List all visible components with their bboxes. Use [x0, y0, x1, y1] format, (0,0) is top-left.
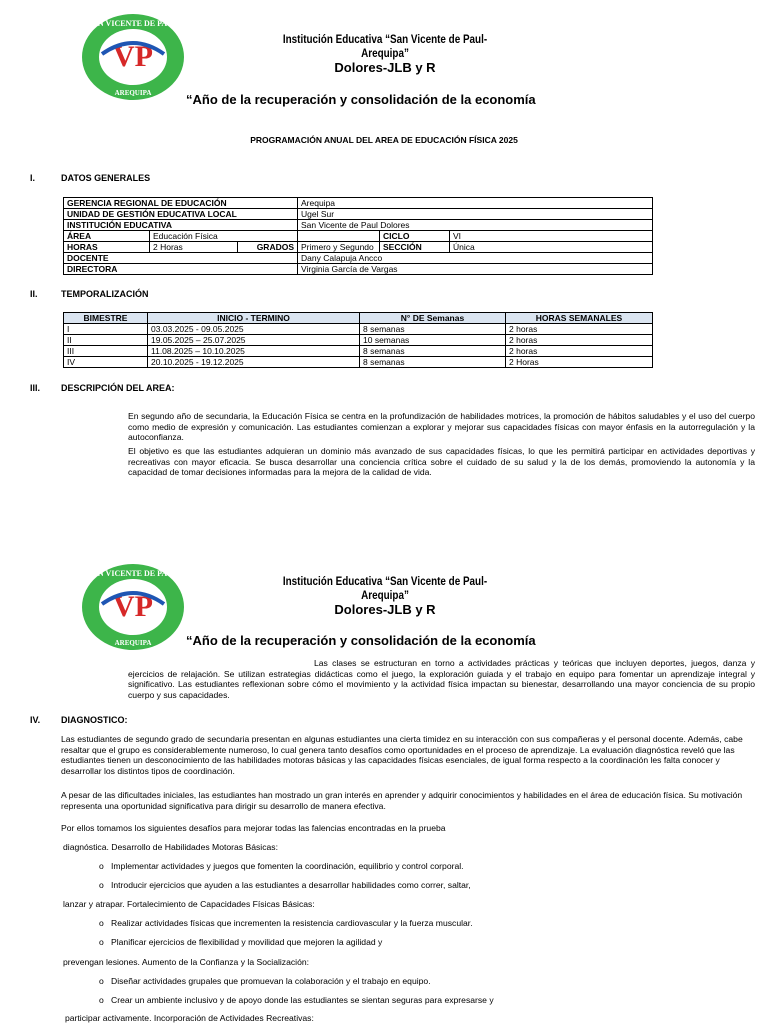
- table-cell: 03.03.2025 - 09.05.2025: [148, 324, 360, 335]
- table-row: [64, 335, 653, 346]
- table-cell: 2 horas: [506, 324, 653, 335]
- list-item: [99, 918, 473, 928]
- column-header: BIMESTRE: [64, 313, 148, 324]
- table-row: [64, 264, 653, 275]
- area-value: Educación Física: [150, 231, 298, 242]
- table-row: [64, 346, 653, 357]
- table-cell: IV: [64, 357, 148, 368]
- description-paragraph-1: En segundo año de secundaria, la Educación Física se centra en la profundización de habilidades motrices, la promoción de hábitos saludables y el uso del cuerpo como medio de expresión y comunicación. Las estudiantes comienzan a explorar y mejorar sus capacidades físicas con mayor énfasis en la autorregulación y la autoconfianza.: [128, 411, 755, 442]
- seccion-value: Única: [450, 242, 653, 253]
- docente-value: Dany Calapuja Ancco: [298, 253, 653, 264]
- table-cell: 8 semanas: [360, 324, 506, 335]
- table-cell: 8 semanas: [360, 357, 506, 368]
- general-data-table: [63, 197, 653, 275]
- list-item: [99, 995, 494, 1005]
- section2-title: TEMPORALIZACIÓN: [61, 289, 149, 299]
- list-item-text: Implementar actividades y juegos que fomenten la coordinación, equilibrio y control corporal.: [111, 861, 464, 871]
- bullet-marker: o: [99, 918, 104, 928]
- list-item: [99, 861, 464, 871]
- horas-label: HORAS: [64, 242, 150, 253]
- diagnostic-line-4: participar activamente. Incorporación de Actividades Recreativas:: [65, 1013, 314, 1023]
- table-cell: 2 horas: [506, 346, 653, 357]
- institution-name-line1: Institución Educativa “San Vicente de Paul-: [282, 576, 488, 588]
- table-row: [64, 253, 653, 264]
- section2-number: II.: [30, 289, 38, 299]
- ciclo-label: CICLO: [380, 231, 450, 242]
- section3-number: III.: [30, 383, 41, 393]
- institution-name-line2: Arequipa”: [361, 48, 409, 60]
- ugel-label: UNIDAD DE GESTIÓN EDUCATIVA LOCAL: [64, 209, 298, 220]
- description-paragraph-3: Las clases se estructuran en torno a actividades prácticas y teóricas que incluyen deportes, juegos, danza y ejercicios de relajación. Se utilizan estrategias didácticas como el juego, la exploración guiada y el trabajo en equipo para fomentar un aprendizaje integral y significativo. Las estudiantes reflexionan sobre cómo el movimiento y la actividad física impactan su bienestar, desarrollando una mayor conciencia de su propio cuerpo y sus capacidades.: [128, 658, 755, 700]
- institucion-value: San Vicente de Paul Dolores: [298, 220, 653, 231]
- table-row: [64, 357, 653, 368]
- docente-label: DOCENTE: [64, 253, 298, 264]
- grados-value: Primero y Segundo: [298, 242, 380, 253]
- table-cell: III: [64, 346, 148, 357]
- school-logo: [80, 562, 186, 652]
- table-row: [64, 220, 653, 231]
- logo-text-top: SAN VICENTE DE PAUL: [87, 569, 179, 578]
- section3-title: DESCRIPCIÓN DEL AREA:: [61, 383, 175, 393]
- bullet-marker: o: [99, 995, 104, 1005]
- table-cell: 20.10.2025 - 19.12.2025: [148, 357, 360, 368]
- area-label: ÁREA: [64, 231, 150, 242]
- school-logo: [80, 12, 186, 102]
- table-row: [64, 242, 653, 253]
- logo-text-bottom: AREQUIPA: [114, 639, 152, 647]
- bullet-marker: o: [99, 937, 104, 947]
- logo-monogram: VP: [113, 590, 153, 623]
- column-header: HORAS SEMANALES: [506, 313, 653, 324]
- temporalization-table: [63, 312, 653, 368]
- ciclo-value: VI: [450, 231, 653, 242]
- column-header: INICIO - TERMINO: [148, 313, 360, 324]
- logo-monogram: VP: [113, 40, 153, 73]
- bullet-marker: o: [99, 861, 104, 871]
- table-cell: 10 semanas: [360, 335, 506, 346]
- table-cell: 19.05.2025 – 25.07.2025: [148, 335, 360, 346]
- table-cell: 2 horas: [506, 335, 653, 346]
- table-row: [64, 209, 653, 220]
- list-item-text: Diseñar actividades grupales que promuevan la colaboración y el trabajo en equipo.: [111, 976, 431, 986]
- table-row: [64, 324, 653, 335]
- section4-number: IV.: [30, 715, 41, 725]
- diagnostic-paragraph-1: Las estudiantes de segundo grado de secundaria presentan en algunas estudiantes una cierta timidez en su interacción con sus compañeras y el personal docente. Además, cabe resaltar que el grupo es considerablemente numeroso, lo cual genera tanto desafíos como oportunidades en el proceso de aprendizaje. La evaluación diagnóstica reveló que las estudiantes tienen un desconocimiento de las habilidades motoras básicas y las capacidades físicas esenciales, de igual forma respecto a la coordinación les falta conocer y desarrollar los distintos tipos de coordinación.: [61, 734, 743, 776]
- year-motto: “Año de la recuperación y consolidación de la economía: [186, 633, 536, 648]
- section1-number: I.: [30, 173, 36, 183]
- table-row: [64, 231, 653, 242]
- bullet-marker: o: [99, 880, 104, 890]
- institucion-label: INSTITUCIÓN EDUCATIVA: [64, 220, 298, 231]
- section4-title: DIAGNOSTICO:: [61, 715, 128, 725]
- year-motto: “Año de la recuperación y consolidación de la economía: [186, 92, 536, 107]
- table-row: [64, 198, 653, 209]
- table-cell: II: [64, 335, 148, 346]
- diagnostic-paragraph-3: Por ellos tomamos los siguientes desafíos para mejorar todas las falencias encontradas en la prueba: [61, 823, 446, 833]
- institution-name-line1: Institución Educativa “San Vicente de Paul-: [282, 34, 488, 46]
- dolores-title: Dolores-JLB y R: [334, 602, 436, 617]
- list-item: [99, 937, 382, 947]
- logo-text-top: SAN VICENTE DE PAUL: [87, 19, 179, 28]
- diagnostic-line-1: diagnóstica. Desarrollo de Habilidades Motoras Básicas:: [63, 842, 278, 852]
- list-item-text: Crear un ambiente inclusivo y de apoyo donde las estudiantes se sientan seguras para expresarse y: [111, 995, 494, 1005]
- table-cell: 8 semanas: [360, 346, 506, 357]
- gerencia-label: GERENCIA REGIONAL DE EDUCACIÓN: [64, 198, 298, 209]
- program-title: PROGRAMACIÓN ANUAL DEL AREA DE EDUCACIÓN FÍSICA 2025: [250, 135, 518, 145]
- diagnostic-line-3: prevengan lesiones. Aumento de la Confianza y la Socialización:: [63, 957, 310, 967]
- table-header-row: [64, 313, 653, 324]
- list-item-text: Planificar ejercicios de flexibilidad y movilidad que mejoren la agilidad y: [111, 937, 383, 947]
- column-header: N° DE Semanas: [360, 313, 506, 324]
- directora-label: DIRECTORA: [64, 264, 298, 275]
- directora-value: Virginia García de Vargas: [298, 264, 653, 275]
- bullet-marker: o: [99, 976, 104, 986]
- list-item: [99, 880, 471, 890]
- table-cell: 11.08.2025 – 10.10.2025: [148, 346, 360, 357]
- seccion-label: SECCIÓN: [380, 242, 450, 253]
- horas-value: 2 Horas: [150, 242, 238, 253]
- list-item-text: Introducir ejercicios que ayuden a las estudiantes a desarrollar habilidades como correr, saltar,: [111, 880, 471, 890]
- description-paragraph-2: El objetivo es que las estudiantes adquieran un dominio más avanzado de sus capacidades físicas, lo que les permitirá participar en actividades deportivas y recreativas con mayor eficacia. Se busca desarrollar una conciencia crítica sobre el cuidado de su salud y la de los demás, promoviendo la autonomía y la capacidad de tomar decisiones informadas para la mejora de la calidad de vida.: [128, 446, 755, 477]
- dolores-title: Dolores-JLB y R: [334, 60, 436, 75]
- list-item: [99, 976, 431, 986]
- institution-name-line2: Arequipa”: [361, 590, 409, 602]
- grados-label: GRADOS: [238, 242, 298, 253]
- list-item-text: Realizar actividades físicas que incrementen la resistencia cardiovascular y la fuerza muscular.: [111, 918, 473, 928]
- table-cell: 2 Horas: [506, 357, 653, 368]
- diagnostic-paragraph-2: A pesar de las dificultades iniciales, las estudiantes han mostrado un gran interés en aprender y adquirir conocimientos y habilidades en el área de educación física. Su motivación representa una oportunidad significativa para dirigir su desarrollo de manera efectiva.: [61, 790, 743, 811]
- section1-title: DATOS GENERALES: [61, 173, 151, 183]
- gerencia-value: Arequipa: [298, 198, 653, 209]
- diagnostic-line-2: lanzar y atrapar. Fortalecimiento de Capacidades Físicas Básicas:: [63, 899, 315, 909]
- logo-text-bottom: AREQUIPA: [114, 89, 152, 97]
- ugel-value: Ugel Sur: [298, 209, 653, 220]
- area-spacer: [298, 231, 380, 242]
- table-cell: I: [64, 324, 148, 335]
